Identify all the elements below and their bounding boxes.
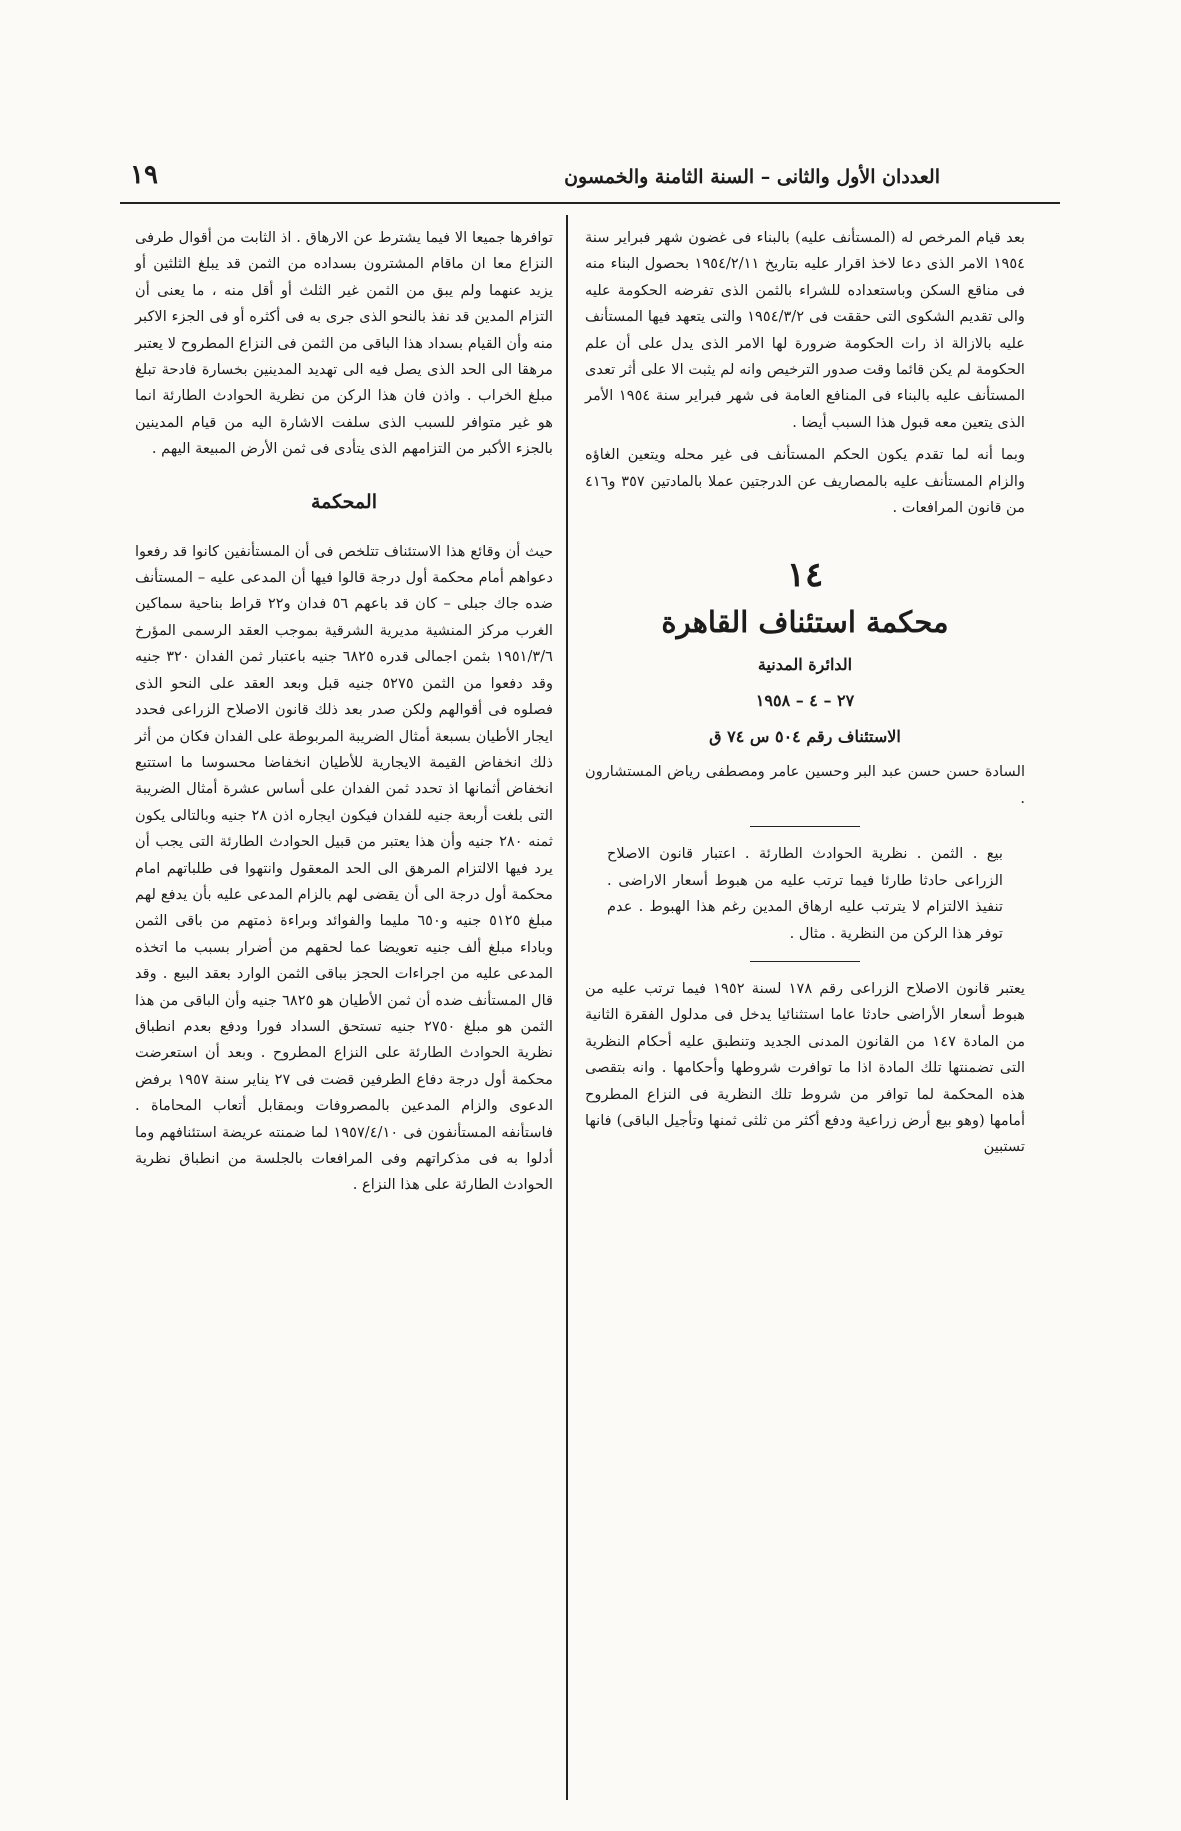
page-header xyxy=(120,160,1060,200)
ruling-date: ٢٧ – ٤ – ١٩٥٨ xyxy=(755,691,855,711)
court-name: محكمة استئناف القاهرة xyxy=(661,605,949,640)
circuit-name: الدائرة المدنية xyxy=(757,655,853,675)
court-heading: المحكمة xyxy=(311,490,377,513)
issue-title: العددان الأول والثانى – السنة الثامنة والخمسون xyxy=(564,166,940,188)
continuation-paragraph-1: بعد قيام المرخص له (المستأنف عليه) بالبناء فى غضون شهر فبراير سنة ١٩٥٤ الامر الذى دعا لاخذ اقرار عليه بتاريخ ١٩٥٤/٢/١١ بحصول البناء منه فى مناقع السكن وباستعداده للشراء بالثمن الذى تفرضه الحكومة عليه والى تقديم الشكوى التى حققت فى ١٩٥٤/٣/٢ والتى يتعهد فيها المستأنف عليه بالازالة اذ رات الحكومة ضرورة لها الامر الذى يدل على أن علم الحكومة لم يكن قائما وقت صدور الترخيص وانه لم يثبت الا على أثر تعدى المستأنف عليه بالبناء فى المنافع العامة فى شهر فبراير سنة ١٩٥٤ الأمر الذى يتعين معه قبول هذا السبب أيضا . xyxy=(585,229,1025,431)
case-summary: بيع . الثمن . نظرية الحوادث الطارئة . اعتبار قانون الاصلاح الزراعى حادثا طارئا فيما ترتب عليه من هبوط أسعار الاراضى . تنفيذ الالتزام لا يترتب عليه ارهاق المدين رغم هذا الهبوط . عدم توفر هذا الركن من النظرية . مثال . xyxy=(607,845,1003,942)
legal-principle: يعتبر قانون الاصلاح الزراعى رقم ١٧٨ لسنة ١٩٥٢ فيما ترتب عليه من هبوط أسعار الأراضى حادثا عاما استثنائيا يدخل فى مدلول الفقرة الثانية من المادة ١٤٧ من القانون المدنى الجديد وتنطبق عليه أحكام النظرية التى تضمنتها تلك المادة اذا ما توافرت شروطها وأحكامها . وانه بتقصى هذه المحكمة لما توافر من شروط تلك النظرية فى النزاع المطروح أمامها (وهو بيع أرض زراعية ودفع أكثر من ثلثى ثمنها وتأجيل الباقى) فانها تستبين xyxy=(585,979,1026,1156)
ruling-body: حيث أن وقائع هذا الاستئناف تتلخص فى أن المستأنفين كانوا قد رفعوا دعواهم أمام محكمة أول درجة قالوا فيها أن المدعى عليه – المستأنف ضده جاك جبلى – كان قد باعهم ٥٦ فدان و٢٢ قراط بناحية سماكين الغرب مركز المنشية مديرية الشرقية بموجب العقد الرسمى المؤرخ ١٩٥١/٣/٦ بثمن اجمالى قدره ٦٨٢٥ جنيه باعتبار ثمن الفدان ٣٢٠ جنيه وقد دفعوا من الثمن ٥٢٧٥ جنيه قبل وبعد العقد على النحو الذى فصلوه فى أقوالهم ولكن صدر بعد ذلك قانون الاصلاح الزراعى فحدد ايجار الأطيان بسبعة أمثال الضريبة المربوطة على الفدان فكان من أثر ذلك انخفاض القيمة الايجارية للأطيان انخفاضا محسوسا ما استتبع انخفاض أثمانها اذ تحدد ثمن الفدان على أساس عشرة أمثال الضريبة التى بلغت أربعة جنيه للفدان فيكون ايجاره اذن ٢٨ جنيه وبالتالى يكون ثمنه ٢٨٠ جنيه وأن هذا يعتبر من قبيل الحوادث الطارئة التى يجب أن يرد فيها الالتزام المرهق الى الحد المعقول وانتهوا فى طلباتهم امام محكمة أول درجة الى أن يقضى لهم بالزام المدعى عليه بأن يدفع لهم مبلغ ٥١٢٥ جنيه و٦٥٠ مليما والفوائد وبراءة ذمتهم من باقى الثمن وباداء مبلغ ألف جنيه تعويضا عما لحقهم من أضرار بسبب ما اتخذه المدعى عليه من اجراءات الحجز بباقى الثمن الوارد بعقد البيع . وقد قال المستأنف ضده أن ثمن الأطيان هو ٦٨٢٥ جنيه وأن الباقى من هذا الثمن هو مبلغ ٢٧٥٠ جنيه تستحق السداد فورا ودفع بعدم انطباق نظرية الحوادث الطارئة على النزاع المطروح . وبعد أن استعرضت محكمة أول درجة دفاع الطرفين قضت فى ٢٧ يناير سنة ١٩٥٧ برفض الدعوى والزام المدعين بالمصروفات وبمقابل أتعاب المحاماة . فاستأنفه المستأنفون فى ١٩٥٧/٤/١٠ لما ضمنته عريضة استئنافهم وما أدلوا به فى مذكراتهم وفى المرافعات بالجلسة من انطباق نظرية الحوادث الطارئة على هذا النزاع . xyxy=(135,542,554,1194)
judges-line: السادة حسن حسن عبد البر وحسين عامر ومصطفى رياض المستشارون . xyxy=(585,763,1025,807)
principle-continuation: توافرها جميعا الا فيما يشترط عن الارهاق . اذ الثابت من أقوال طرفى النزاع معا ان ماقام المشترون بسداده من الثمن قد يبلغ الثلثين أو يزيد عنهما ولم يبق من الثمن غير الثلث أو أقل منه ، ما يعنى أن التزام المدين قد نفذ بالنحو الذى جرى به فى أكثره أو فى الجزء الاكبر منه وأن القيام بسداد هذا الباقى من الثمن فى النزاع المطروح لا يعتبر مرهقا الى الحد الذى يصل فيه الى تهديد المدينين بخسارة فادحة تبلغ مبلغ الخراب . واذن فان هذا الركن من نظرية الحوادث الطارئة انما هو غير متوافر للسبب الذى سلفت الاشارة اليه من قيام المدينين بالجزء الأكبر من التزامهم الذى يتأدى فى ثمن الأرض المبيعة اليهم . xyxy=(135,229,553,458)
separator-rule xyxy=(750,961,860,962)
right-column xyxy=(585,225,1025,1167)
continuation-paragraph-2: وبما أنه لما تقدم يكون الحكم المستأنف فى غير محله ويتعين الغاؤه والزام المستأنف عليه بالمصاريف عن الدرجتين عملا بالمادتين ٣٥٧ و٤١٦ من قانون المرافعات . xyxy=(585,446,1026,517)
left-column xyxy=(135,225,553,1205)
header-rule xyxy=(120,202,1060,204)
page-number: ١٩ xyxy=(130,160,158,190)
case-number: ١٤ xyxy=(786,555,824,596)
column-divider xyxy=(566,215,568,1800)
separator-rule xyxy=(750,826,860,827)
appeal-number: الاستئناف رقم ٥٠٤ س ٧٤ ق xyxy=(709,727,901,747)
